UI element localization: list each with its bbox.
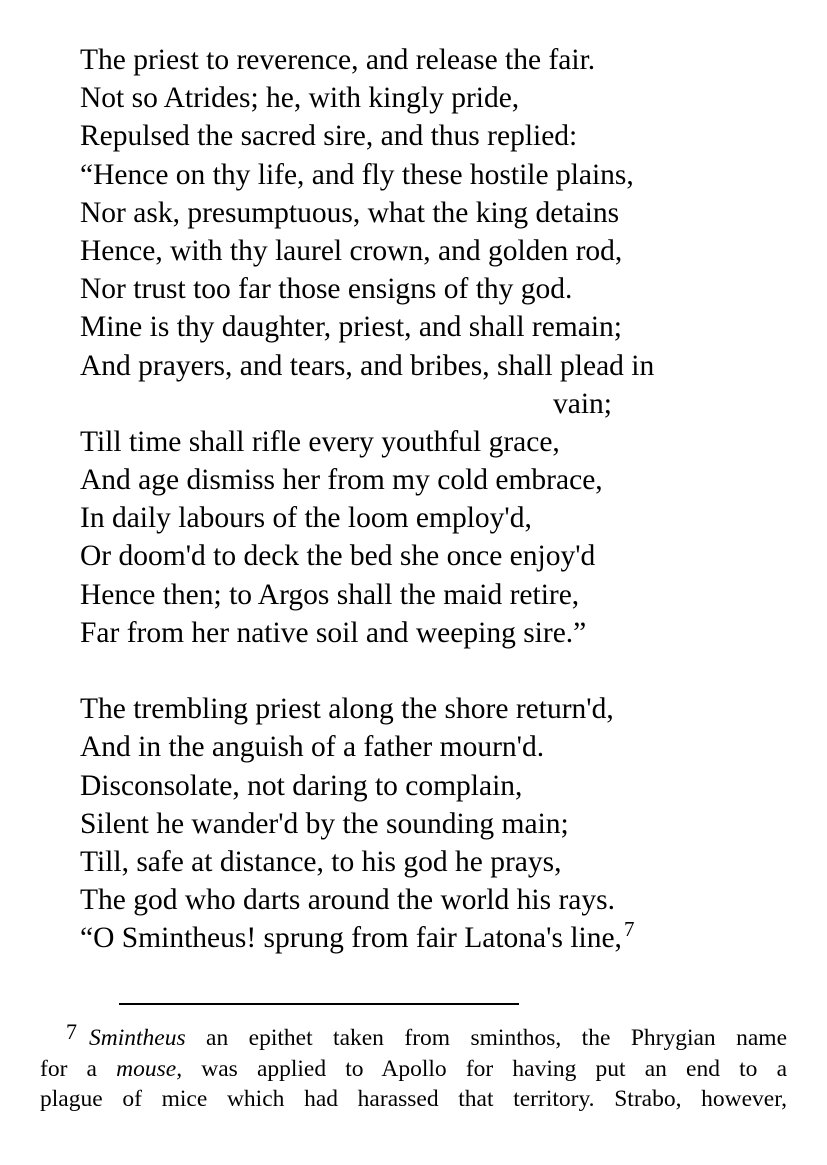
poem-line: Not so Atrides; he, with kingly pride, <box>80 82 520 115</box>
poem-line: Disconsolate, not daring to complain, <box>80 769 523 802</box>
poem-line: Or doom'd to deck the bed she once enjoy'd <box>80 540 596 573</box>
poem-line: In daily labours of the loom employ'd, <box>80 502 532 535</box>
poem-body <box>80 41 780 958</box>
footnote-italic-term: mouse, <box>116 1055 183 1082</box>
footnote-number: 7 <box>66 1019 77 1044</box>
footnote-divider <box>119 1003 519 1005</box>
poem-line: Far from her native soil and weeping sire.” <box>80 616 587 649</box>
footnote-line: plague of mice which had harassed that territory. Strabo, however, <box>40 1086 787 1112</box>
footnote-line <box>40 1054 787 1085</box>
poem-line: Silent he wander'd by the sounding main; <box>80 807 569 840</box>
poem-line: Till, safe at distance, to his god he prays, <box>80 845 562 878</box>
poem-line: Repulsed the sacred sire, and thus replied: <box>80 120 578 153</box>
poem-line: Till time shall rifle every youthful grace, <box>80 425 560 458</box>
footnote <box>40 1019 787 1115</box>
footnote-text: for a <box>40 1055 117 1082</box>
poem-line: The priest to reverence, and release the fair. <box>80 44 596 76</box>
footnote-italic-term: Smintheus <box>89 1025 186 1051</box>
footnote-text: was applied to Apollo for having put an end to a <box>182 1055 787 1082</box>
footnote-text: an epithet taken from sminthos, the Phrygian name <box>185 1025 787 1051</box>
poem-line: The god who darts around the world his rays. <box>80 884 615 917</box>
poem-line-with-footnote <box>80 919 780 957</box>
footnote-reference[interactable]: 7 <box>623 917 635 942</box>
poem-line: Nor trust too far those ensigns of thy god. <box>80 273 573 306</box>
poem-line: And in the anguish of a father mourn'd. <box>80 731 545 764</box>
poem-line: The trembling priest along the shore return'd, <box>80 693 614 726</box>
stanza-break <box>80 652 780 690</box>
poem-line-text: “O Smintheus! sprung from fair Latona's line, <box>80 922 622 955</box>
poem-line: Hence then; to Argos shall the maid retire, <box>80 578 580 611</box>
poem-line-continuation: vain; <box>553 387 612 420</box>
poem-line: Mine is thy daughter, priest, and shall remain; <box>80 311 622 344</box>
footnote-line <box>40 1019 787 1054</box>
poem-line: Nor ask, presumptuous, what the king detains <box>80 196 620 229</box>
poem-line: And prayers, and tears, and bribes, shall plead in <box>80 349 655 382</box>
poem-line: Hence, with thy laurel crown, and golden rod, <box>80 234 623 267</box>
poem-line: “Hence on thy life, and fly these hostile plains, <box>80 158 634 191</box>
poem-line: And age dismiss her from my cold embrace, <box>80 464 603 497</box>
